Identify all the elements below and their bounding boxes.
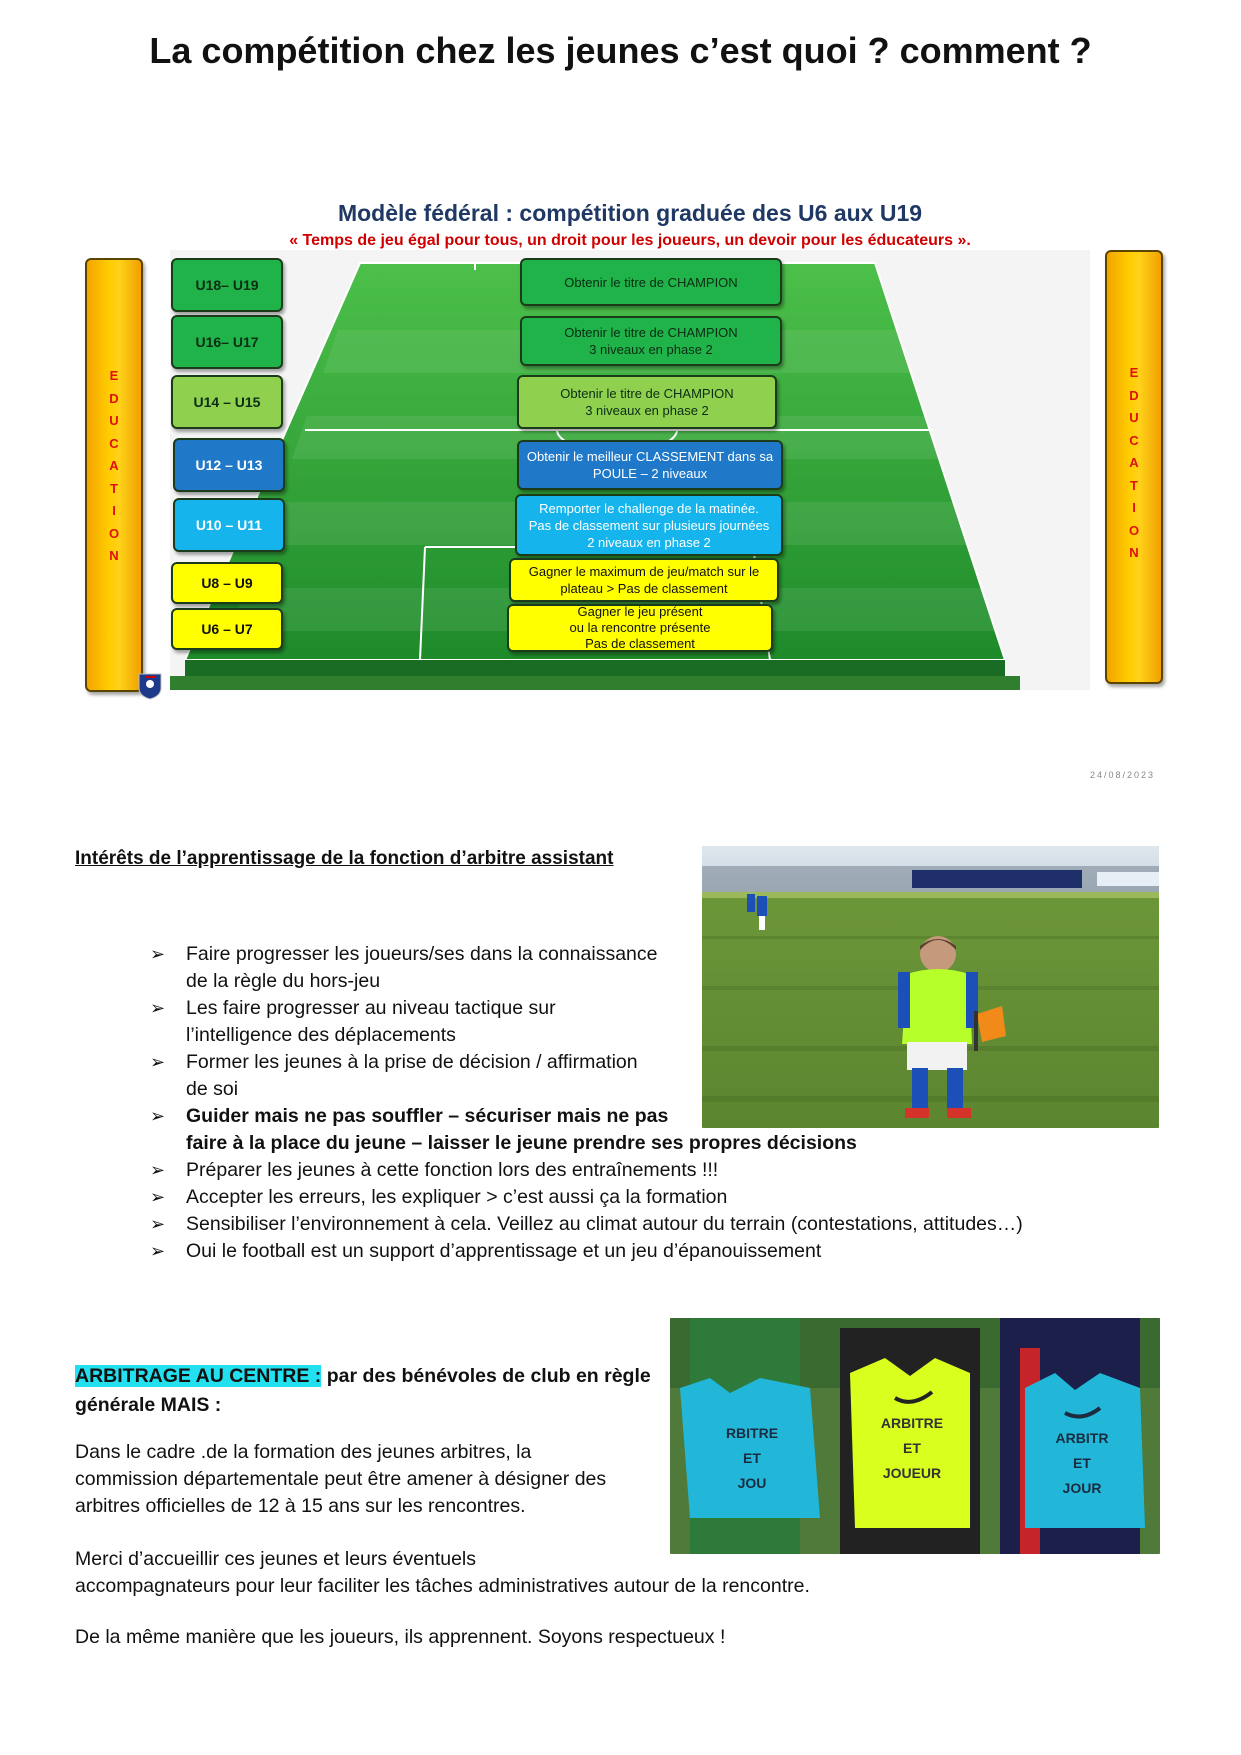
list-item-text: faire à la place du jeune – laisser le jeune prendre ses propres décisions	[186, 1132, 857, 1154]
shirt-text: ET	[743, 1450, 761, 1466]
goal-line: 3 niveaux en phase 2	[585, 403, 709, 418]
edu-letter: N	[1129, 545, 1139, 560]
federal-model-figure	[85, 190, 1175, 790]
list-item	[150, 1211, 1150, 1238]
goal-line: Obtenir le titre de CHAMPION	[564, 274, 738, 290]
edu-letter: E	[109, 368, 119, 383]
edu-letter: N	[109, 548, 119, 563]
goal-box-u8-u9	[509, 558, 779, 602]
arrow-bullet-icon: ➢	[150, 944, 166, 964]
age-box-u14-u15: U14 – U15	[171, 375, 283, 429]
fff-logo-icon	[137, 670, 163, 700]
goal-line: Obtenir le titre de CHAMPION	[560, 386, 734, 401]
paragraph-line: Merci d’accueillir ces jeunes et leurs éventuels	[75, 1548, 477, 1570]
arrow-bullet-icon: ➢	[150, 1160, 166, 1180]
list-item	[150, 941, 1150, 995]
figure-subtitle: « Temps de jeu égal pour tous, un droit pour les joueurs, un devoir pour les éducateurs ».	[289, 232, 971, 249]
edu-letter: U	[1129, 410, 1139, 425]
age-box-u16-u17: U16– U17	[171, 315, 283, 369]
paragraph-line: accompagnateurs pour leur faciliter les tâches administratives autour de la rencontre.	[75, 1575, 810, 1597]
goal-line: Obtenir le titre de CHAMPION	[564, 325, 738, 340]
edu-letter: U	[109, 413, 119, 428]
section-title-assistant-referee: Intérêts de l’apprentissage de la fonction d’arbitre assistant	[75, 848, 614, 869]
arrow-bullet-icon: ➢	[150, 998, 166, 1018]
list-item-text: de la règle du hors-jeu	[186, 970, 381, 992]
photo-arbitre-et-joueur-shirts	[670, 1318, 1160, 1554]
age-box-u10-u11: U10 – U11	[173, 498, 285, 552]
shirt-text: ARBITR	[1055, 1430, 1109, 1446]
list-item	[150, 995, 1150, 1049]
list-item-text: Préparer les jeunes à cette fonction lors des entraînements !!!	[186, 1159, 719, 1181]
goal-box-u18-u19	[520, 258, 782, 306]
education-bar-right	[1105, 250, 1163, 684]
assistant-referee-benefits-list	[150, 941, 1150, 1265]
goal-box-u16-u17	[520, 316, 782, 366]
goal-box-u6-u7	[507, 604, 773, 652]
edu-letter: I	[112, 503, 116, 518]
list-item-text: Accepter les erreurs, les expliquer > c’est aussi ça la formation	[186, 1186, 728, 1208]
edu-letter: D	[109, 390, 119, 406]
education-bar-left	[85, 258, 143, 692]
page-title: La compétition chez les jeunes c’est quoi ? comment ?	[149, 30, 1092, 71]
list-item	[150, 1049, 1150, 1103]
edu-letter: D	[1129, 387, 1139, 403]
paragraph-departmental-commission	[75, 1439, 675, 1520]
goal-line: Gagner le maximum de jeu/match sur le	[528, 564, 760, 579]
edu-letter: C	[1129, 432, 1139, 448]
section-title-central-refereeing	[75, 1362, 665, 1420]
list-item-text: Sensibiliser l’environnement à cela. Veillez au climat autour du terrain (contestations, attitudes…)	[186, 1213, 1023, 1235]
goal-box-u14-u15	[517, 375, 777, 429]
shirt-text: JOUEUR	[882, 1465, 942, 1481]
arrow-bullet-icon: ➢	[150, 1214, 166, 1234]
shirt-text: JOUR	[1062, 1480, 1102, 1496]
edu-letter: T	[1130, 477, 1138, 493]
goal-line: Pas de classement sur plusieurs journées	[528, 517, 770, 533]
goal-line: Remporter le challenge de la matinée.	[539, 500, 759, 516]
edu-letter: O	[108, 525, 120, 541]
edu-letter: A	[1129, 455, 1139, 470]
edu-letter: C	[109, 435, 119, 451]
list-item-text: Les faire progresser au niveau tactique sur	[186, 997, 556, 1019]
highlighted-label: ARBITRAGE AU CENTRE :	[75, 1365, 322, 1387]
list-item-text: l’intelligence des déplacements	[186, 1024, 456, 1046]
figure-title: Modèle fédéral : compétition graduée des U6 aux U19	[337, 200, 923, 226]
arrow-bullet-icon: ➢	[150, 1106, 166, 1126]
list-item-text: Former les jeunes à la prise de décision / affirmation	[186, 1051, 638, 1073]
paragraph-respect: De la même manière que les joueurs, ils apprennent. Soyons respectueux !	[75, 1626, 726, 1648]
arrow-bullet-icon: ➢	[150, 1241, 166, 1261]
edu-letter: A	[109, 458, 119, 473]
paragraph-line: Dans le cadre .de la formation des jeunes arbitres, la	[75, 1441, 532, 1463]
list-item-text: de soi	[186, 1078, 239, 1100]
arrow-bullet-icon: ➢	[150, 1187, 166, 1207]
paragraph-welcome	[75, 1546, 1075, 1600]
age-box-u8-u9: U8 – U9	[171, 562, 283, 604]
figure-date: 24/08/2023	[1089, 770, 1155, 780]
goal-line: Pas de classement	[585, 636, 695, 651]
goal-line: ou la rencontre présente	[569, 620, 711, 635]
list-item	[150, 1103, 1150, 1157]
shirt-text: ARBITRE	[880, 1415, 944, 1431]
goal-box-u12-u13	[517, 440, 783, 490]
goal-line: Obtenir le meilleur CLASSEMENT dans sa	[526, 449, 774, 464]
list-item	[150, 1184, 1150, 1211]
edu-letter: I	[1132, 500, 1136, 515]
edu-letter: O	[1128, 522, 1140, 538]
goal-box-u10-u11	[515, 494, 783, 556]
shirt-text: ET	[1073, 1455, 1091, 1471]
shirt-text: RBITRE	[725, 1425, 779, 1441]
section-title-text: générale MAIS :	[75, 1394, 222, 1416]
goal-line: 3 niveaux en phase 2	[589, 342, 713, 357]
list-item-text: Guider mais ne pas souffler – sécuriser mais ne pas	[186, 1105, 669, 1127]
paragraph-line: commission départementale peut être amener à désigner des	[75, 1468, 607, 1490]
goal-line: 2 niveaux en phase 2	[587, 534, 711, 550]
shirt-text: JOU	[737, 1475, 767, 1491]
list-item-text: Oui le football est un support d’apprentissage et un jeu d’épanouissement	[186, 1240, 822, 1262]
goal-line: POULE – 2 niveaux	[592, 466, 708, 481]
list-item	[150, 1157, 1150, 1184]
shirt-text: ET	[903, 1440, 921, 1456]
age-box-u12-u13: U12 – U13	[173, 438, 285, 492]
age-box-u6-u7: U6 – U7	[171, 608, 283, 650]
section-title-text: par des bénévoles de club en règle	[321, 1365, 651, 1387]
arrow-bullet-icon: ➢	[150, 1052, 166, 1072]
list-item	[150, 1238, 1150, 1265]
list-item-text: Faire progresser les joueurs/ses dans la connaissance	[186, 943, 658, 965]
age-box-u18-u19: U18– U19	[171, 258, 283, 312]
goal-line: Gagner le jeu présent	[577, 604, 703, 619]
edu-letter: E	[1129, 365, 1139, 380]
edu-letter: T	[110, 480, 118, 496]
goal-line: plateau > Pas de classement	[560, 581, 728, 596]
paragraph-line: arbitres officielles de 12 à 15 ans sur les rencontres.	[75, 1495, 526, 1517]
